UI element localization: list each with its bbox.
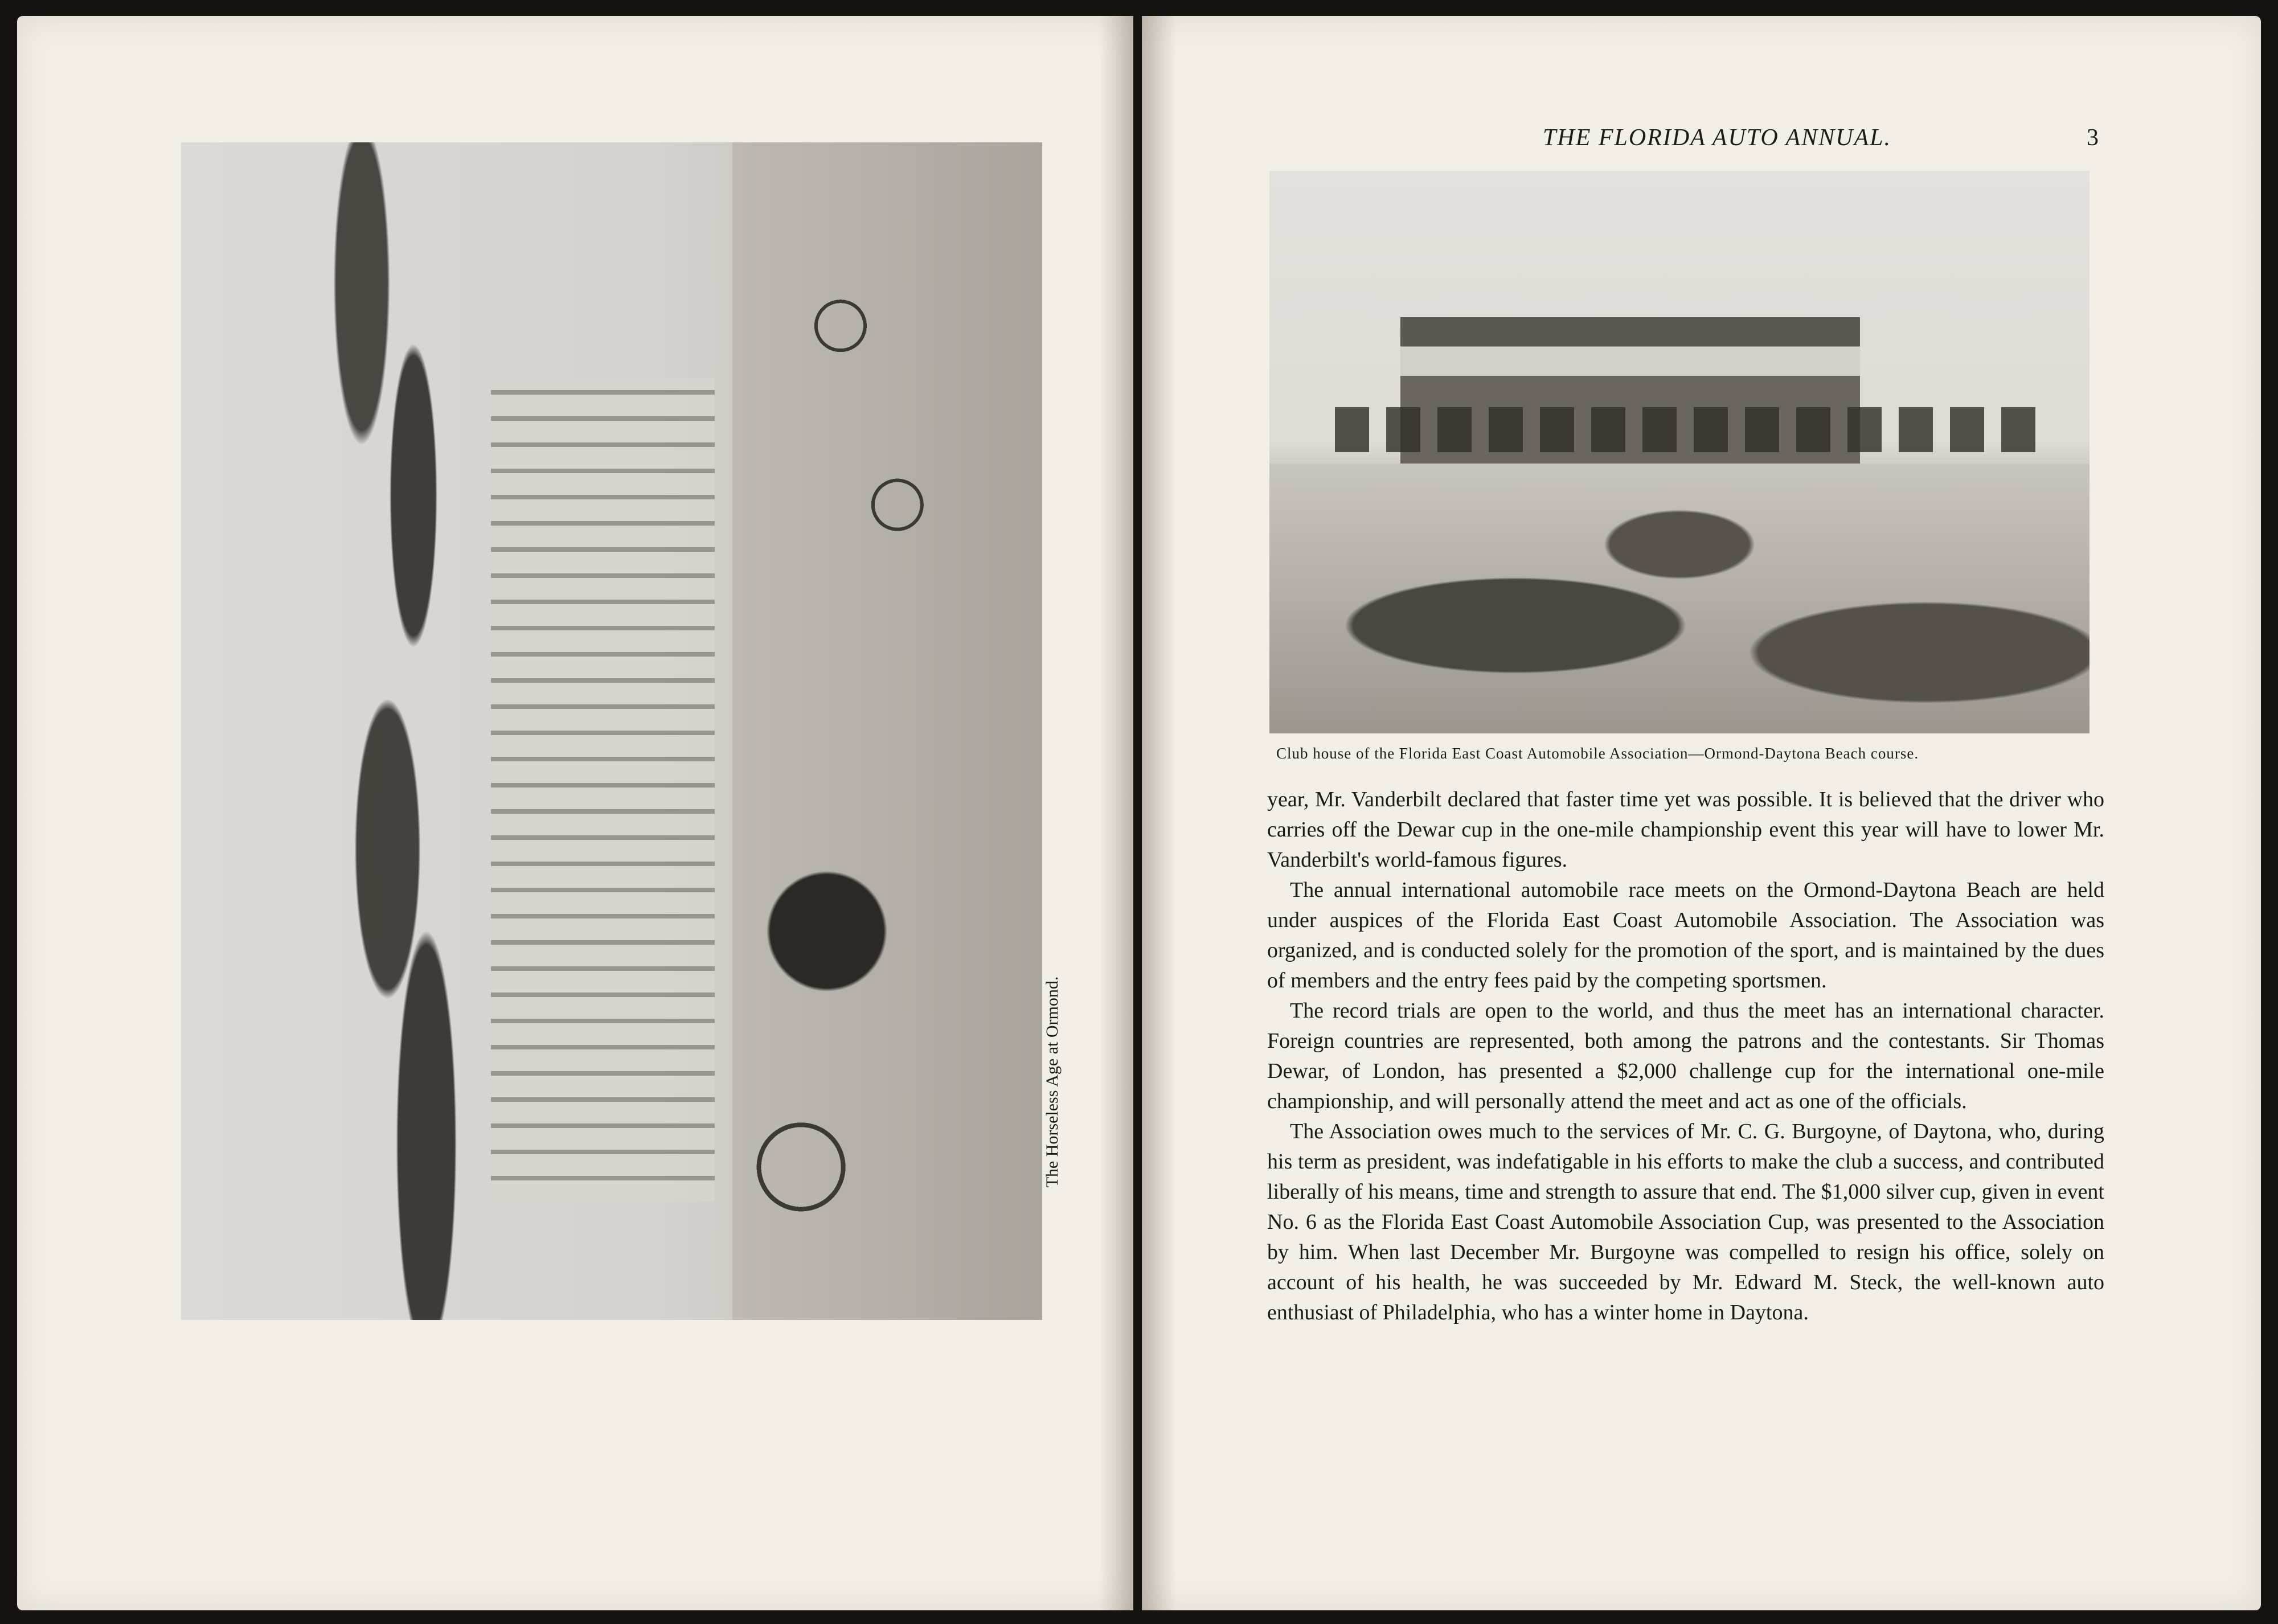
photo-bicycles (784, 236, 973, 684)
paragraph-1: year, Mr. Vanderbilt declared that faster time yet was possible. It is believed that the driver who carries off the Dewar cup in the one-mile championship event this year will have to lower Mr. Vanderbilt's world-famous figures. (1267, 788, 2104, 872)
right-page (1142, 16, 2261, 1610)
running-head: THE FLORIDA AUTO ANNUAL. (1543, 125, 1891, 151)
paragraph-2: The annual international automobile race meets on the Ormond-Daytona Beach are held under auspices of the Florida East Coast Automobile Association. The Association was organized, and is conducted solely for the promotion of the sport, and is maintained by the dues of members and the entry fees paid by the competing sportsmen. (1267, 878, 2104, 993)
right-photo-caption: Club house of the Florida East Coast Automobile Association—Ormond-Daytona Beach course. (1276, 745, 1919, 762)
left-photo-caption: The Horseless Age at Ormond. (1043, 976, 1062, 1188)
photo-sand-dunes (1269, 464, 2089, 733)
paragraph-4: The Association owes much to the services of Mr. C. G. Burgoyne, of Daytona, who, during his term as president, was indefatigable in his efforts to make the club a success, and contributed liberally of his means, time and strength to assure that end. The $1,000 silver cup, given in event No. 6 as the Florida East Coast Automobile Association Cup, was presented to the Association by him. When last December Mr. Burgoyne was compelled to resign his office, solely on account of his health, he was succeeded by Mr. Edward M. Steck, the well-known auto enthusiast of Philadelphia, who has a winter home in Daytona. (1267, 1119, 2104, 1324)
club-house-photo (1269, 171, 2089, 733)
photo-ox-cart (698, 790, 956, 1261)
photo-hotel-building (491, 378, 715, 1203)
horseless-age-photo (181, 142, 1042, 1320)
right-gutter-shadow (1142, 16, 1176, 1610)
body-text (1267, 785, 2104, 1328)
page-number: 3 (2087, 125, 2099, 151)
left-gutter-shadow (1099, 16, 1133, 1610)
photo-parked-cars (1335, 407, 2040, 452)
paragraph-3: The record trials are open to the world, and thus the meet has an international character. Foreign countries are represented, both among the patrons and the contestants. Sir Thomas Dewar, of London, has presented a $2,000 challenge cup for the international one-mile championship, and will personally attend the meet and act as one of the officials. (1267, 999, 2104, 1113)
